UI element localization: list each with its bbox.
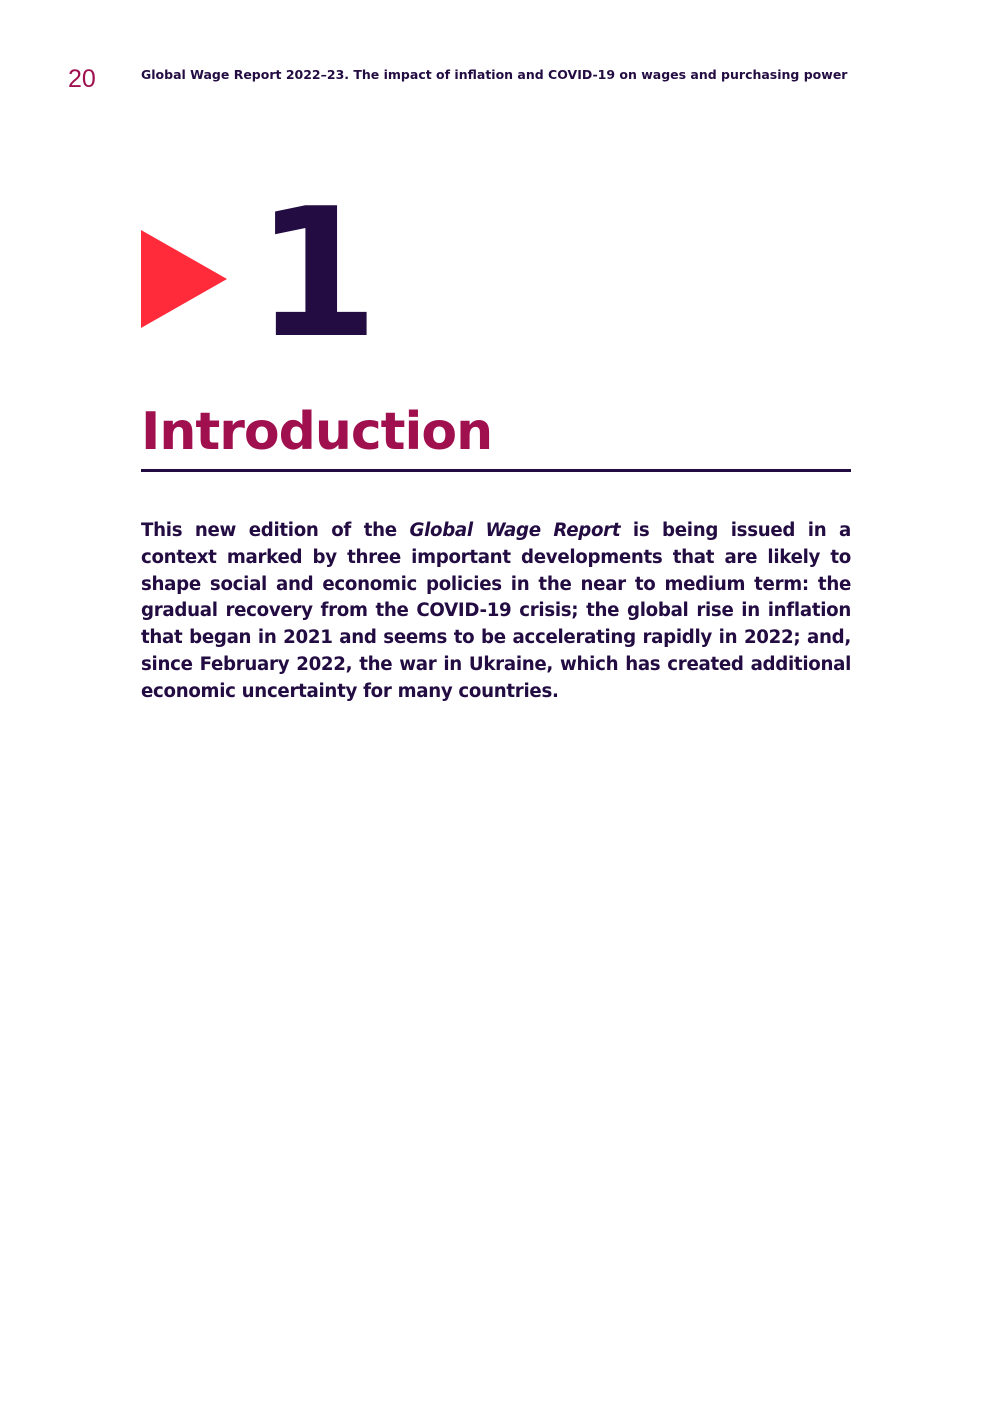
page-number: 20 [68, 65, 96, 93]
chapter-title: Introduction [141, 402, 493, 462]
chapter-number: 1 [255, 170, 375, 377]
intro-lead-text: This new edition of the [141, 520, 410, 541]
chapter-marker-shape [141, 230, 227, 328]
play-triangle-icon [141, 230, 227, 328]
intro-body-text: is being issued in a context marked by three important developments that are likely to shape social and economic policies in the near to medium term: the gradual recovery from the COVID-19 crisis; the global rise in inflation that began in 2021 and seems to be accelerating rapidly in 2022; and, since February 2022, the war in Ukraine, which has created additional economic uncertainty for many countries. [141, 520, 851, 702]
report-name: Global Wage Report [409, 520, 621, 541]
intro-paragraph [141, 518, 851, 706]
title-divider [141, 469, 851, 472]
running-header: Global Wage Report 2022–23. The impact of inflation and COVID-19 on wages and purchasing power [141, 67, 848, 82]
